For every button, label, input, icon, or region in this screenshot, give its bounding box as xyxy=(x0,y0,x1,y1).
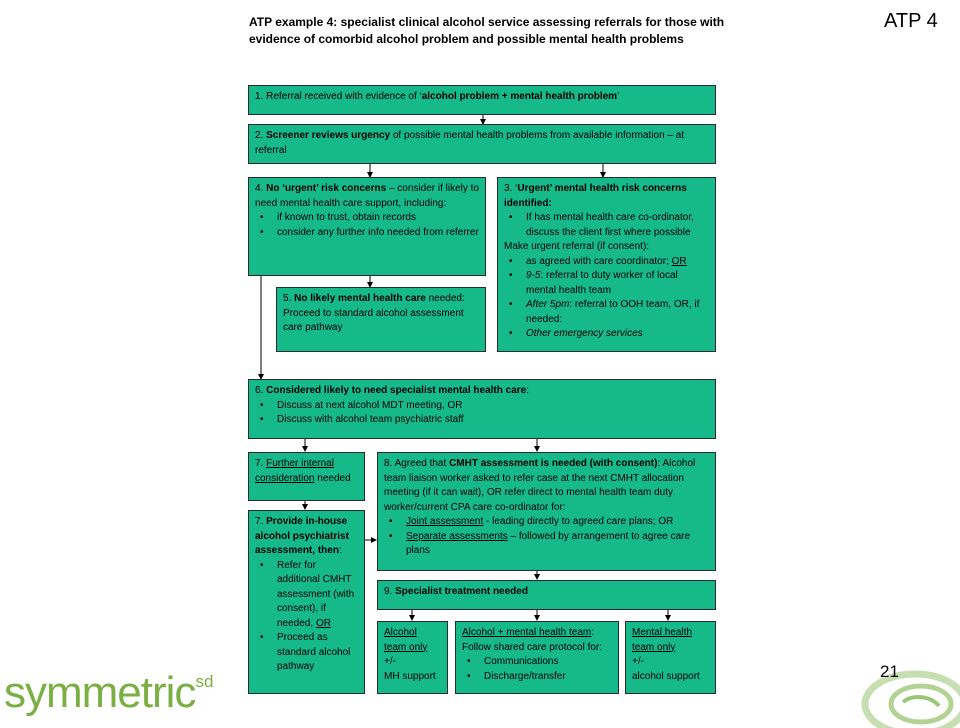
list-item: • Other emergency services xyxy=(526,327,709,342)
list-item: • Discharge/transfer xyxy=(484,670,612,685)
step-4-box: 4. No ‘urgent’ risk concerns – consider if likely to need mental health care support, including: • if known to trust, obtain records • consider any further info needed from referrer xyxy=(248,177,486,276)
list-item: • If has mental health care co-ordinator, discuss the client first where possible xyxy=(526,211,709,240)
list-item: • Proceed as standard alcohol pathway xyxy=(277,631,358,675)
step-8-box: 8. Agreed that CMHT assessment is needed (with consent): Alcohol team liaison worker asked to refer case at the next CMHT allocation meeting (if it can wait), OR refer direct to mental health team duty worker/current CPA care co-ordinator for: • Joint assessment - leading directly to agreed care plans; OR • Separate assessments – followed by arrangement to agree care plans xyxy=(377,452,716,571)
list-item: • consider any further info needed from referrer xyxy=(277,226,479,241)
outcome-mental-health-team-box: Mental health team only +/- alcohol support xyxy=(625,621,716,694)
page-title-prefix: ATP example 4: xyxy=(249,15,338,29)
step-7b-box: 7. Provide in-house alcohol psychiatrist assessment, then: • Refer for additional CMHT assessment (with consent), if needed, OR • Proceed as standard alcohol pathway xyxy=(248,510,365,694)
list-item: • Discuss at next alcohol MDT meeting, OR xyxy=(277,399,709,414)
circular-arrows-icon xyxy=(843,658,960,728)
step-5-box: 5. No likely mental health care needed: Proceed to standard alcohol assessment care pathway xyxy=(276,287,486,352)
slide-tag: ATP 4 xyxy=(884,10,938,32)
step-2-box: 2. Screener reviews urgency of possible mental health problems from available information – at referral xyxy=(248,124,716,164)
step-1-box: 1. Referral received with evidence of ‘alcohol problem + mental health problem’ xyxy=(248,85,716,115)
list-item: • Communications xyxy=(484,655,612,670)
step-6-box: 6. Considered likely to need specialist mental health care: • Discuss at next alcohol MDT meeting, OR • Discuss with alcohol team psychiatric staff xyxy=(248,379,716,439)
list-item: • as agreed with care coordinator; OR xyxy=(526,255,709,270)
list-item: • After 5pm: referral to OOH team, OR, if needed: xyxy=(526,298,709,327)
page-title-text: specialist clinical alcohol service assessing referrals for those with evidence of comorbid alcohol problem and possible mental health problems xyxy=(249,15,725,46)
outcome-shared-team-box: Alcohol + mental health team: Follow shared care protocol for: • Communications • Discharge/transfer xyxy=(455,621,619,694)
list-item: • Discuss with alcohol team psychiatric staff xyxy=(277,413,709,428)
list-item: • Joint assessment - leading directly to agreed care plans; OR xyxy=(406,515,709,530)
outcome-alcohol-team-box: Alcohol team only +/- MH support xyxy=(377,621,448,694)
step-7a-box: 7. Further internal consideration needed xyxy=(248,452,365,501)
symmetric-logo: symmetric$^{sd}$ xyxy=(4,668,214,717)
step-9-box: 9. Specialist treatment needed xyxy=(377,580,716,610)
list-item: • 9-5: referral to duty worker of local mental health team xyxy=(526,269,709,298)
list-item: • Separate assessments – followed by arrangement to agree care plans xyxy=(406,530,709,559)
list-item: • Refer for additional CMHT assessment (with consent), if needed, OR xyxy=(277,559,358,632)
step-3-box: 3. ‘Urgent’ mental health risk concerns identified: • If has mental health care co-ordinator, discuss the client first where possible Make urgent referral (if consent): • as agreed with care coordinator; OR • 9-5: referral to duty worker of local mental health team • After 5pm: referral to OOH team, OR, if needed: • Other emergency services xyxy=(497,177,716,352)
page-number: 21 xyxy=(880,662,899,681)
list-item: • if known to trust, obtain records xyxy=(277,211,479,226)
